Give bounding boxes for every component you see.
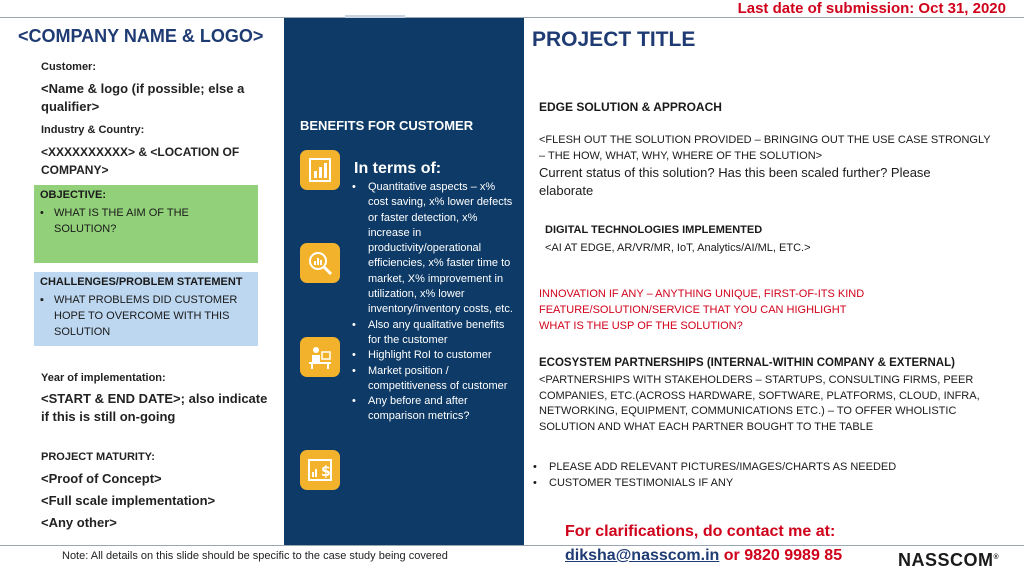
submission-deadline: Last date of submission: Oct 31, 2020 xyxy=(737,0,1006,17)
maturity-poc: <Proof of Concept> xyxy=(41,471,162,486)
svg-text:$: $ xyxy=(321,464,331,480)
benefit-item: • Market position / competitiveness of customer xyxy=(352,364,508,392)
benefit-item: • Quantitative aspects – x% cost saving, x% lower defects or faster detection, x% increase in productivity/operational efficiencies, x% faster time to market, X% improvement in utilization, x% lower inventory/inventory costs, etc. xyxy=(352,181,513,316)
terms-title: In terms of: xyxy=(354,160,442,177)
benefits-list xyxy=(352,180,518,425)
innovation-line-3: WHAT IS THE USP OF THE SOLUTION? xyxy=(539,320,743,332)
contact-line xyxy=(565,547,842,565)
clarifications-text: For clarifications, do contact me at: xyxy=(565,523,836,540)
edge-solution-text: <FLESH OUT THE SOLUTION PROVIDED – BRINGING OUT THE USE CASE STRONGLY – THE HOW, WHAT, WHY, WHERE OF THE SOLUTION> xyxy=(539,134,991,162)
digital-tech-title: DIGITAL TECHNOLOGIES IMPLEMENTED xyxy=(545,224,763,236)
edge-solution-status: Current status of this solution? Has this been scaled further? Please elaborate xyxy=(539,165,931,198)
magnifier-chart-icon xyxy=(300,243,340,283)
person-at-desk-icon xyxy=(300,337,340,377)
benefit-item: • Also any qualitative benefits for the customer xyxy=(352,318,505,346)
objective-item: • WHAT IS THE AIM OF THE SOLUTION? xyxy=(40,207,189,235)
project-title: PROJECT TITLE xyxy=(532,28,696,51)
maturity-full-scale: <Full scale implementation> xyxy=(41,493,216,508)
year-label: Year of implementation: xyxy=(41,372,166,384)
challenges-title: CHALLENGES/PROBLEM STATEMENT xyxy=(40,276,243,288)
benefit-item: • Highlight RoI to customer xyxy=(352,349,492,362)
maturity-label: PROJECT MATURITY: xyxy=(41,451,155,463)
additional-instructions xyxy=(533,459,896,491)
challenges-box xyxy=(34,272,258,346)
instruction-item: • CUSTOMER TESTIMONIALS IF ANY xyxy=(533,477,734,489)
nasscom-logo: NASSCOM® xyxy=(898,550,1000,570)
ecosystem-text: <PARTNERSHIPS WITH STAKEHOLDERS – STARTUPS, CONSULTING FIRMS, PEER COMPANIES, ETC.(ACROSS HARDWARE, SOFTWARE, PLATFORMS, CLOUD, INFRA, NETWORKING, EQUIPMENT, COMMUNICATIONS ETC.) – TO OFFER WHOLISTIC SOLUTION AND WHAT EACH PARTNER BOUGHT TO THE TABLE xyxy=(539,374,980,433)
company-name-placeholder: <COMPANY NAME & LOGO> xyxy=(18,26,264,46)
contact-email-link[interactable]: diksha@nasscom.in xyxy=(565,547,720,564)
digital-tech-text: <AI AT EDGE, AR/VR/MR, IoT, Analytics/AI/ML, ETC.> xyxy=(545,242,811,254)
footer-note: Note: All details on this slide should be specific to the case study being covered xyxy=(62,550,448,562)
objective-title: OBJECTIVE: xyxy=(40,189,107,201)
edge-solution-title: EDGE SOLUTION & APPROACH xyxy=(539,100,722,114)
bar-chart-icon xyxy=(300,150,340,190)
customer-label: Customer: xyxy=(41,61,97,73)
industry-label: Industry & Country: xyxy=(41,124,145,136)
contact-phone: or 9820 9989 85 xyxy=(719,547,843,564)
bottom-divider xyxy=(0,545,1024,546)
innovation-line-1: INNOVATION IF ANY – ANYTHING UNIQUE, FIRST-OF-ITS KIND xyxy=(539,288,865,300)
benefit-item: • Any before and after comparison metrics? xyxy=(352,395,470,423)
challenges-item: ▪ WHAT PROBLEMS DID CUSTOMER HOPE TO OVERCOME WITH THIS SOLUTION xyxy=(40,294,238,338)
maturity-other: <Any other> xyxy=(41,515,117,530)
industry-value: <XXXXXXXXXX> & <LOCATION OF COMPANY> xyxy=(41,145,240,177)
innovation-line-2: FEATURE/SOLUTION/SERVICE THAT YOU CAN HIGHLIGHT xyxy=(539,304,847,316)
year-value: <START & END DATE>; also indicate if this is still on-going xyxy=(41,391,268,424)
instruction-item: • PLEASE ADD RELEVANT PICTURES/IMAGES/CHARTS AS NEEDED xyxy=(533,461,897,473)
dollar-growth-icon xyxy=(300,450,340,490)
ecosystem-title: ECOSYSTEM PARTNERSHIPS (INTERNAL-WITHIN COMPANY & EXTERNAL) xyxy=(539,357,955,369)
customer-value: <Name & logo (if possible; else a qualifier> xyxy=(41,81,245,114)
objective-box xyxy=(34,185,258,263)
benefits-heading: BENEFITS FOR CUSTOMER xyxy=(300,118,474,133)
